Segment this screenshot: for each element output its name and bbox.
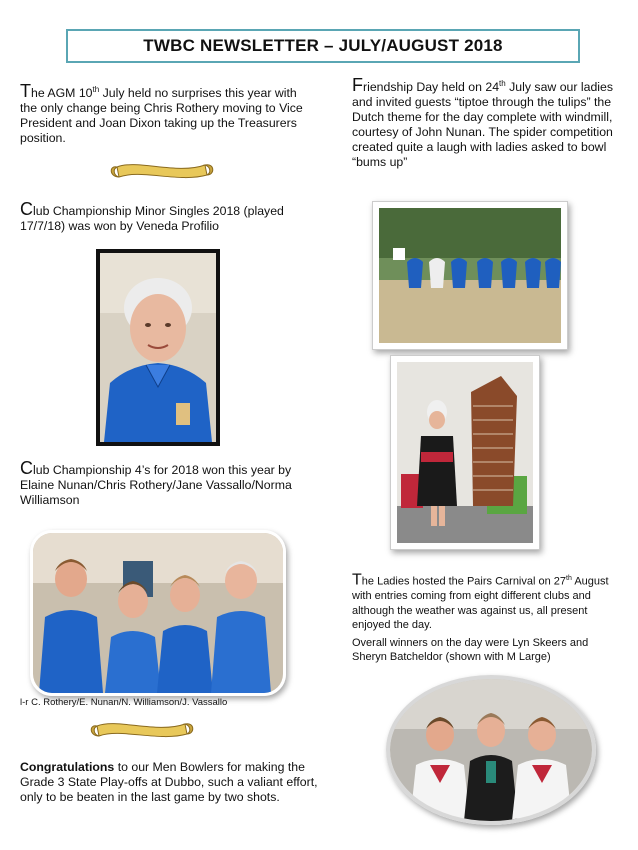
pairs-winners-text: Overall winners on the day were Lyn Skeers and Sheryn Batcheldor (shown with M Large): [352, 636, 589, 664]
pairs-winners-photo: [386, 675, 596, 825]
pairs-text-1: he Ladies hosted the Pairs Carnival on 27: [361, 575, 567, 588]
fours-photo-caption: l-r C. Rothery/E. Nunan/N. Williamson/J. Vassallo: [20, 697, 228, 708]
fours-dropcap: C: [20, 458, 33, 478]
agm-paragraph: [20, 82, 310, 146]
pairs-dropcap: T: [352, 571, 362, 589]
agm-text-2: July held no surprises this year with the only change being Chris Rothery moving to Vice President and Joan Dixon taking up the Treasurers position.: [20, 86, 303, 146]
congratulations-paragraph: [20, 760, 325, 805]
fours-paragraph: [20, 458, 320, 508]
pairs-sup: th: [566, 575, 572, 582]
veneda-profilio-photo: [96, 249, 220, 446]
minor-singles-dropcap: C: [20, 199, 33, 219]
fours-winners-photo: [30, 530, 286, 696]
minor-singles-paragraph: [20, 199, 310, 234]
friendship-text-1: riendship Day held on 24: [363, 80, 500, 95]
agm-text-1: he AGM 10: [31, 86, 93, 101]
friendship-sup: th: [499, 79, 506, 88]
agm-dropcap: T: [20, 81, 31, 102]
fours-text: lub Championship 4’s for 2018 won this year by Elaine Nunan/Chris Rothery/Jane Vassallo/Norma Williamson: [20, 463, 292, 507]
scroll-divider-icon: [107, 155, 217, 185]
newsletter-title: TWBC NEWSLETTER – JULY/AUGUST 2018: [143, 36, 503, 55]
pairs-carnival-paragraph: [352, 572, 622, 665]
congratulations-bold: Congratulations: [20, 760, 115, 774]
scroll-divider-icon: [87, 714, 197, 744]
friendship-day-paragraph: [352, 76, 614, 170]
friendship-dropcap: F: [352, 75, 363, 96]
dutch-windmill-photo: [390, 355, 540, 550]
newsletter-title-box: [66, 29, 580, 63]
congratulations-text: to our Men Bowlers for making the Grade 3 State Play-offs at Dubbo, such a valiant effort, only to be beaten in the last game by two shots.: [20, 760, 318, 804]
friendship-text-2: July saw our ladies and invited guests “tiptoe through the tulips” the Dutch theme for the day complete with windmill, courtesy of John Nunan. The spider competition created quite a laugh with ladies asked to bowl “bums up”: [352, 80, 614, 170]
pairs-text-2: August with entries coming from eight different clubs and although the weather was against us, all present enjoyed the day.: [352, 575, 609, 632]
bums-up-bowling-photo: [372, 201, 568, 350]
agm-sup: th: [92, 85, 100, 94]
minor-singles-text: lub Championship Minor Singles 2018 (played 17/7/18) was won by Veneda Profilio: [20, 204, 284, 233]
